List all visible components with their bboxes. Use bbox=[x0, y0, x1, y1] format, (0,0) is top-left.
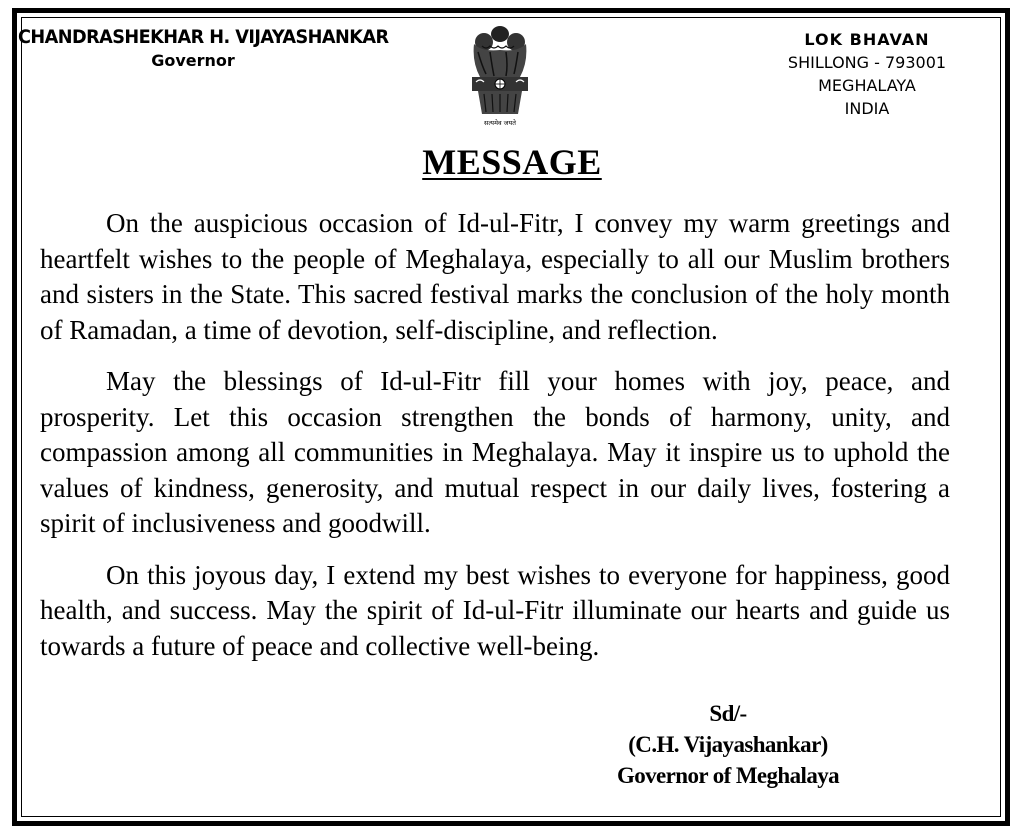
message-heading: MESSAGE bbox=[422, 142, 602, 182]
governor-header bbox=[18, 26, 428, 70]
governor-name: CHANDRASHEKHAR H. VIJAYASHANKAR bbox=[18, 26, 389, 48]
address-line-country: INDIA bbox=[844, 99, 890, 118]
state-emblem-icon bbox=[460, 22, 540, 132]
message-body bbox=[40, 206, 950, 680]
address-line-lok-bhavan: LOK BHAVAN bbox=[804, 30, 930, 49]
signature-block bbox=[578, 698, 878, 791]
signature-designation: Governor of Meghalaya bbox=[616, 763, 840, 788]
message-paragraph-2: May the blessings of Id-ul-Fitr fill your homes with joy, peace, and prosperity. Let this occasion strengthen the bonds of harmony, unity, and compassion among all communities in Meghalaya. May it inspire us to uphold the values of kindness, generosity, and mutual respect in our daily lives, fostering a spirit of inclusiveness and goodwill. bbox=[40, 366, 950, 538]
signature-name: (C.H. Vijayashankar) bbox=[628, 732, 828, 757]
address-line-state: MEGHALAYA bbox=[818, 76, 916, 95]
signature-sd: Sd/- bbox=[709, 701, 747, 726]
address-line-city: SHILLONG - 793001 bbox=[787, 53, 947, 72]
message-paragraph-3: On this joyous day, I extend my best wishes to everyone for happiness, good health, and success. May the spirit of Id-ul-Fitr illuminate our hearts and guide us towards a future of peace and collective well-being. bbox=[40, 559, 950, 661]
address-block bbox=[762, 28, 972, 120]
governor-designation: Governor bbox=[151, 51, 235, 70]
message-paragraph-1: On the auspicious occasion of Id-ul-Fitr, I convey my warm greetings and heartfelt wishes to the people of Meghalaya, especially to all our Muslim brothers and sisters in the State. This sacred festival marks the conclusion of the holy month of Ramadan, a time of devotion, self-discipline, and reflection. bbox=[40, 208, 950, 345]
emblem-motto: सत्यमेव जयते bbox=[484, 119, 516, 127]
message-heading-wrapper bbox=[0, 141, 1024, 183]
